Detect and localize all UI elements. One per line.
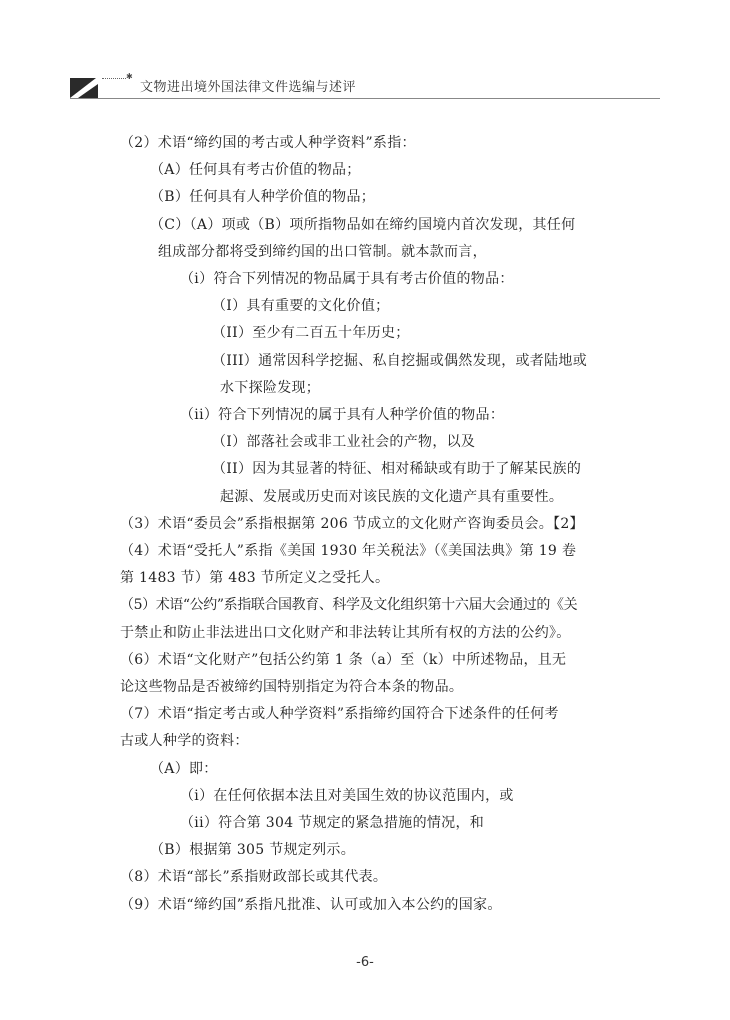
text-line: 古或人种学的资料：: [120, 733, 249, 750]
text-line: （2）术语“缔约国的考古或人种学资料”系指：: [120, 135, 416, 151]
text-line: （i）在任何依据本法且对美国生效的协议范围内，或: [180, 787, 514, 804]
text-line: （B）根据第 305 节规定列示。: [150, 842, 356, 859]
text-line: 论这些物品是否被缔约国特别指定为符合本条的物品。: [120, 679, 464, 696]
text-line: （C）（A）项或（B）项所指物品如在缔约国境内首次发现，其任何: [150, 216, 576, 233]
text-line: 水下探险发现；: [220, 379, 321, 396]
header-star-icon: ✱: [126, 72, 133, 81]
text-line: （9）术语“缔约国”系指凡批准、认可或加入本公约的国家。: [120, 896, 502, 913]
page-number: -6-: [356, 955, 374, 970]
text-line: （B）任何具有人种学价值的物品；: [150, 189, 376, 206]
header-rule: [70, 98, 660, 99]
text-line: （8）术语“部长”系指财政部长或其代表。: [120, 869, 388, 886]
text-line: （II）因为其显著的特征、相对稀缺或有助于了解某民族的: [212, 461, 582, 478]
text-line: （ii）符合下列情况的属于具有人种学价值的物品：: [180, 407, 505, 424]
text-line: （II）至少有二百五十年历史；: [212, 325, 410, 342]
text-line: （I）部落社会或非工业社会的产物，以及: [212, 434, 476, 451]
text-line: （6）术语“文化财产”包括公约第 1 条（a）至（k）中所述物品，且无: [120, 651, 567, 668]
text-line: （7）术语“指定考古或人种学资料”系指缔约国符合下述条件的任何考: [120, 706, 559, 723]
text-line: 组成部分都将受到缔约国的出口管制。就本款而言，: [158, 243, 487, 260]
text-line: （ii）符合第 304 节规定的紧急措施的情况，和: [180, 815, 485, 832]
text-line: （A）任何具有考古价值的物品；: [150, 162, 361, 179]
text-line: 第 1483 节）第 483 节所定义之受托人。: [120, 570, 390, 587]
header-dotted-rule: [102, 78, 126, 80]
text-line: （i）符合下列情况的物品属于具有考古价值的物品：: [180, 271, 514, 288]
text-line: （3）术语“委员会”系指根据第 206 节成立的文化财产咨询委员会。【2】: [120, 515, 584, 532]
text-line: （I）具有重要的文化价值；: [212, 298, 390, 315]
text-line: （5）术语“公约”系指联合国教育、科学及文化组织第十六届大会通过的《关: [120, 597, 578, 614]
text-line: 于禁止和防止非法进出口文化财产和非法转让其所有权的方法的公约》。: [120, 624, 571, 641]
body-text: [120, 130, 620, 919]
running-header: [70, 72, 660, 102]
text-line: （III）通常因科学挖掘、私自挖掘或偶然发现，或者陆地或: [212, 352, 587, 369]
book-title: 文物进出境外国法律文件选编与述评: [140, 80, 357, 95]
text-line: （A）即：: [150, 760, 218, 777]
text-line: 起源、发展或历史而对该民族的文化遗产具有重要性。: [220, 488, 564, 505]
text-line: （4）术语“受托人”系指《美国 1930 年关税法》（《美国法典》第 19 卷: [120, 543, 577, 560]
